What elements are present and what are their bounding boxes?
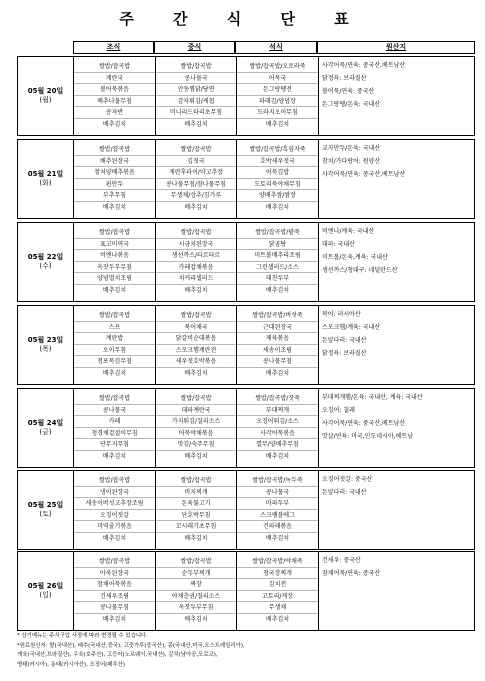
menu-item: 배추김치 [184,534,208,542]
menu-item: 볼어묵볶음 [74,84,155,96]
menu-item: 미니리드타리초무침 [156,107,236,119]
menu-item: 콩나물무침 [237,356,318,368]
menu-item: 쌀밥/잡곡밥 [156,144,236,156]
origin-line: 스모크햄/계육: 국내산 [322,324,381,331]
weekday-text: (토) [39,510,52,518]
origin-line: 부대찌개햄/돈육: 국내산, 계육: 국내산 [322,394,423,401]
menu-item: 건새우조림 [74,591,155,603]
menu-item: 게란후라이/약고추장 [156,167,236,179]
dinner-column [236,306,318,384]
day-block [17,305,475,385]
menu-item: 배추김치 [102,120,127,128]
menu-item: 콩나물무침 [74,602,155,614]
dinner-column [236,471,318,549]
origin-line: 북어: 러시아산 [322,311,361,318]
menu-item: 파래김/양념장 [237,96,318,108]
menu-item: 쌀밥/잡곡밥 [156,556,236,568]
origin-line: 볼어묵/연육: 중국산 [322,88,375,95]
origin-column [318,140,473,218]
weekday-text: (수) [39,262,52,270]
menu-item: 배추김치 [102,452,127,460]
origin-line: 잠채어묵/연육: 중국산 [322,570,381,577]
menu-item: 새송이조림 [237,345,318,357]
menu-item: 쌀밥/잡곡밥/녹두죽 [237,475,318,487]
header-lunch: 중식 [154,41,235,54]
menu-item: 배추된장국 [74,156,155,168]
day-block [17,551,475,631]
menu-item: 배추김치 [102,203,127,211]
dinner-column [236,552,318,630]
menu-item: 양념멸치조림 [74,273,155,285]
menu-item: 맛김/숙주무침 [156,439,236,451]
menu-item: 배추김치 [102,615,127,623]
menu-item: 오징어튀김/소스 [237,416,318,428]
origin-column [318,389,473,467]
menu-item: 생선까스/타르타르 [156,250,236,262]
menu-item: 쌀밥/잡곡밥 [156,61,236,73]
menu-item: 콩나물국 [74,405,155,417]
menu-item: 마파두부 [237,498,318,510]
origin-line: 건새우: 중국산 [322,557,361,564]
menu-item: 미트볼메추리조림 [237,250,318,262]
menu-item: 참치양배추볶음 [74,167,155,179]
menu-item: 콩나물국 [156,73,236,85]
menu-item: 배추김치 [102,534,127,542]
menu-item: 콩자반 [74,107,155,119]
menu-item: 북어채국 [156,322,236,334]
menu-item: 배추김치 [265,203,290,211]
menu-item: 배추김치 [265,615,290,623]
menu-item: 카레잡채볶음 [156,262,236,274]
weekday-text: (일) [39,591,52,599]
day-date [18,389,74,467]
menu-item: 짜장 [156,579,236,591]
weekday-text: (금) [39,428,52,436]
menu-item: 배추김치 [184,203,208,211]
origin-line: 돈앞다리: 국내산 [322,489,367,496]
menu-item: 대파계란국 [156,405,236,417]
menu-item: 스프 [74,322,155,334]
day-block [17,222,475,302]
menu-item: 닭곰탕 [237,239,318,251]
origin-column [318,471,473,549]
menu-item: 부대찌개 [237,405,318,417]
header-breakfast: 조식 [73,41,154,54]
menu-item: 돈육불고기 [156,498,236,510]
date-text: 05월 25일 [27,501,64,509]
weekday-text: (화) [39,179,52,187]
menu-item: 시금치된장국 [156,239,236,251]
menu-item: 배추김치 [184,286,208,294]
footnote-line: 게육(국내산,브라질산), 우육(호주산), 고등어(노르웨이,국내산), 갈치(남아공,모로코), [17,652,218,659]
footnote-line: * 상기메뉴는 주식구입 사정에 따라 변경될 수 있습니다. [17,633,148,639]
header-origin: 원산지 [317,41,475,54]
origin-column [318,306,473,384]
menu-item: 제육볶음 [237,333,318,345]
menu-item: 건파래볶음 [237,521,318,533]
menu-item: 단무지무침 [74,439,155,451]
menu-item: 어묵야채볶음 [156,428,236,440]
menu-item: 쌀밥/잡곡밥 [74,227,155,239]
date-text: 05월 20일 [27,87,64,95]
menu-item: 배추김치 [184,615,208,623]
origin-line: 교자만두/돈육: 국내산 [322,145,381,152]
menu-item: 배추김치 [184,369,208,377]
menu-item: 닭갈비순대볶음 [156,333,236,345]
dinner-column [236,223,318,301]
menu-item: 쌀밥/잡곡밥 [156,227,236,239]
page-title: 주 간 식 단 표 [119,10,366,28]
menu-item: 아욱된장국 [74,568,155,580]
menu-item: 어묵김밥 [237,167,318,179]
lunch-column [155,552,236,630]
footnotes [17,632,477,670]
day-block [17,139,475,219]
menu-item: 배추김치 [265,369,290,377]
dinner-column [236,57,318,135]
menu-item: 콩나물무침/참나물무침 [156,179,236,191]
menu-item: 쌀밥/잡곡밥 [156,310,236,322]
menu-item: 치커리샐러드 [156,273,236,285]
origin-line: 사각어묵/연육: 중국산,베트남산 [322,171,406,178]
menu-item: 스크램블에그 [237,510,318,522]
day-block [17,470,475,550]
menu-item: 옥잣두부무침 [156,602,236,614]
menu-item: 야채춘권/칠리소스 [156,591,236,603]
menu-item: 쌀밥/잡곡밥 [74,144,155,156]
origin-line: 돈그랑땡/돈육: 국내산 [322,101,381,108]
footnote-line: 명태(러시아), 동태(러시아산), 오징어(페루산) [17,661,125,668]
breakfast-column [74,140,155,218]
origin-line: 닭정육: 브라질산 [322,350,367,357]
menu-item: 부추무침 [74,190,155,202]
menu-item: 데친두부 [237,273,318,285]
origin-line: 맛살/연육: 미국,인도네시아,베트남 [322,433,413,440]
menu-item: 쌀밥/잡곡밥 [74,475,155,487]
origin-line: 사각어묵/연육: 중국산,베트남산 [322,62,406,69]
menu-item: 미역줄기볶음 [74,521,155,533]
lunch-column [155,306,236,384]
lunch-column [155,471,236,549]
origin-column [318,57,473,135]
lunch-column [155,57,236,135]
day-block [17,388,475,468]
menu-item: 김치전 [237,579,318,591]
weekday-text: (목) [39,345,52,353]
menu-item: 쌀밥/잡곡밥/오로라죽 [237,61,318,73]
origin-line: 생선까스/청대구: 네덜란드산 [322,267,398,274]
menu-item: 계란국 [74,73,155,85]
menu-item: 쌀밥/잡곡밥 [74,556,155,568]
origin-line: 닭정육: 브라질산 [322,75,367,82]
menu-item: 김칫국 [156,156,236,168]
origin-column [318,552,473,630]
menu-item: 호박새우젓국 [237,156,318,168]
menu-item: 청포묵김무침 [74,356,155,368]
menu-item: 무생채 [237,602,318,614]
origin-line: 대파: 국내산 [322,241,355,248]
menu-item: 쌀밥/잡곡밥 [74,393,155,405]
day-date [18,306,74,384]
day-date [18,552,74,630]
menu-item: 안동찜닭/당면 [156,84,236,96]
menu-item: 배추나물무침 [74,96,155,108]
day-date [18,140,74,218]
dinner-column [236,140,318,218]
menu-item: 옥잣두부무침 [74,262,155,274]
menu-item: 쌀밥/잡곡밥/팥죽 [237,227,318,239]
menu-item: 배추김치 [265,286,290,294]
menu-item: 쌀밥/잡곡밥 [156,393,236,405]
header-dinner: 석식 [235,41,317,54]
menu-item: 고토리/게장 [237,591,318,603]
menu-item: 쌀밥/잡곡밥/버섯죽 [237,310,318,322]
date-text: 05월 26일 [27,582,64,590]
weekday-text: (월) [39,96,52,104]
menu-item: 쌀밥/잡곡밥 [74,310,155,322]
menu-item: 열무/양배추무침 [237,439,318,451]
menu-item: 단호박무침 [156,510,236,522]
origin-line: 사각어묵/연육: 중국산,베트남산 [322,420,406,427]
menu-item: 배추김치 [102,286,127,294]
day-date [18,223,74,301]
origin-line: 오징어: 칠레 [322,407,355,414]
lunch-column [155,140,236,218]
lunch-column [155,223,236,301]
menu-item: 표고미역국 [74,239,155,251]
origin-column [318,223,473,301]
day-block [17,56,475,136]
date-text: 05월 24일 [27,419,64,427]
breakfast-column [74,306,155,384]
day-date [18,57,74,135]
menu-item: 어묵국 [237,73,318,85]
menu-item: 돈그랑땡전 [237,84,318,96]
origin-line: 미트볼/돈육,계육: 국내산 [322,254,388,261]
menu-item: 배추김치 [265,534,290,542]
origin-line: 비엔나/계육: 국내산 [322,228,375,235]
menu-item: 그린샐러드/소스 [237,262,318,274]
lunch-column [155,389,236,467]
breakfast-column [74,389,155,467]
menu-item: 꼬시래기초무침 [156,521,236,533]
menu-item: 비지찌개 [156,487,236,499]
menu-item: 스모크햄계란전 [156,345,236,357]
menu-item: 새우젓호박볶음 [156,356,236,368]
menu-item: 쌀밥/잡곡밥/잣죽 [237,393,318,405]
date-text: 05월 21일 [27,170,64,178]
menu-item: 도라지오이무침 [237,107,318,119]
menu-item: 쌀밥/잡곡밥 [74,61,155,73]
menu-item: 양배추쌈/쌈장 [237,190,318,202]
menu-item: 감자튀김/케첩 [156,96,236,108]
origin-line: 오징어젓갈: 중국산 [322,476,373,483]
menu-item: 쌀밥/잡곡밥/야채죽 [237,556,318,568]
origin-line: 참치/가다랑어: 원양산 [322,158,381,165]
menu-item: 비엔나볶음 [74,250,155,262]
menu-item: 계란밥 [74,333,155,345]
menu-item: 무생채/상추/김가루 [156,190,236,202]
origin-line: 돈앞다리: 국내산 [322,337,367,344]
breakfast-column [74,471,155,549]
menu-item: 카레 [74,416,155,428]
menu-item: 가지튀김/칠리소스 [156,416,236,428]
breakfast-column [74,552,155,630]
dinner-column [236,389,318,467]
date-text: 05월 23일 [27,336,64,344]
menu-item: 콩나물국 [237,487,318,499]
day-date [18,471,74,549]
menu-item: 오징어젓갈 [74,510,155,522]
menu-item: 오이무침 [74,345,155,357]
menu-item: 순두부찌개 [156,568,236,580]
menu-item: 사각어묵볶음 [237,428,318,440]
menu-item: 도토리묵야채무침 [237,179,318,191]
menu-item: 배추김치 [265,120,290,128]
menu-item: 배추김치 [184,120,208,128]
footnote-line: *원료원산지: 쌀(국내산), 배추(국내산,중국), 고춧가루(중국산), 콩(국내산,미국,오스트레일리아), [17,642,245,649]
menu-item: 배추김치 [184,452,208,460]
menu-item: 배추김치 [102,369,127,377]
menu-item: 참채어묵볶음 [74,579,155,591]
menu-item: 핀만두 [74,179,155,191]
menu-item: 냉이된장국 [74,487,155,499]
menu-item: 새송이버섯고추장조림 [74,498,155,510]
menu-item: 근대된장국 [237,322,318,334]
menu-item: 쌀밥/잡곡밥/흑임자죽 [237,144,318,156]
menu-item: 청경채겉절이무침 [74,428,155,440]
date-text: 05월 22일 [27,253,64,261]
breakfast-column [74,223,155,301]
menu-item: 청국장찌개 [237,568,318,580]
menu-item: 쌀밥/잡곡밥 [156,475,236,487]
breakfast-column [74,57,155,135]
menu-item: 배추김치 [265,452,290,460]
